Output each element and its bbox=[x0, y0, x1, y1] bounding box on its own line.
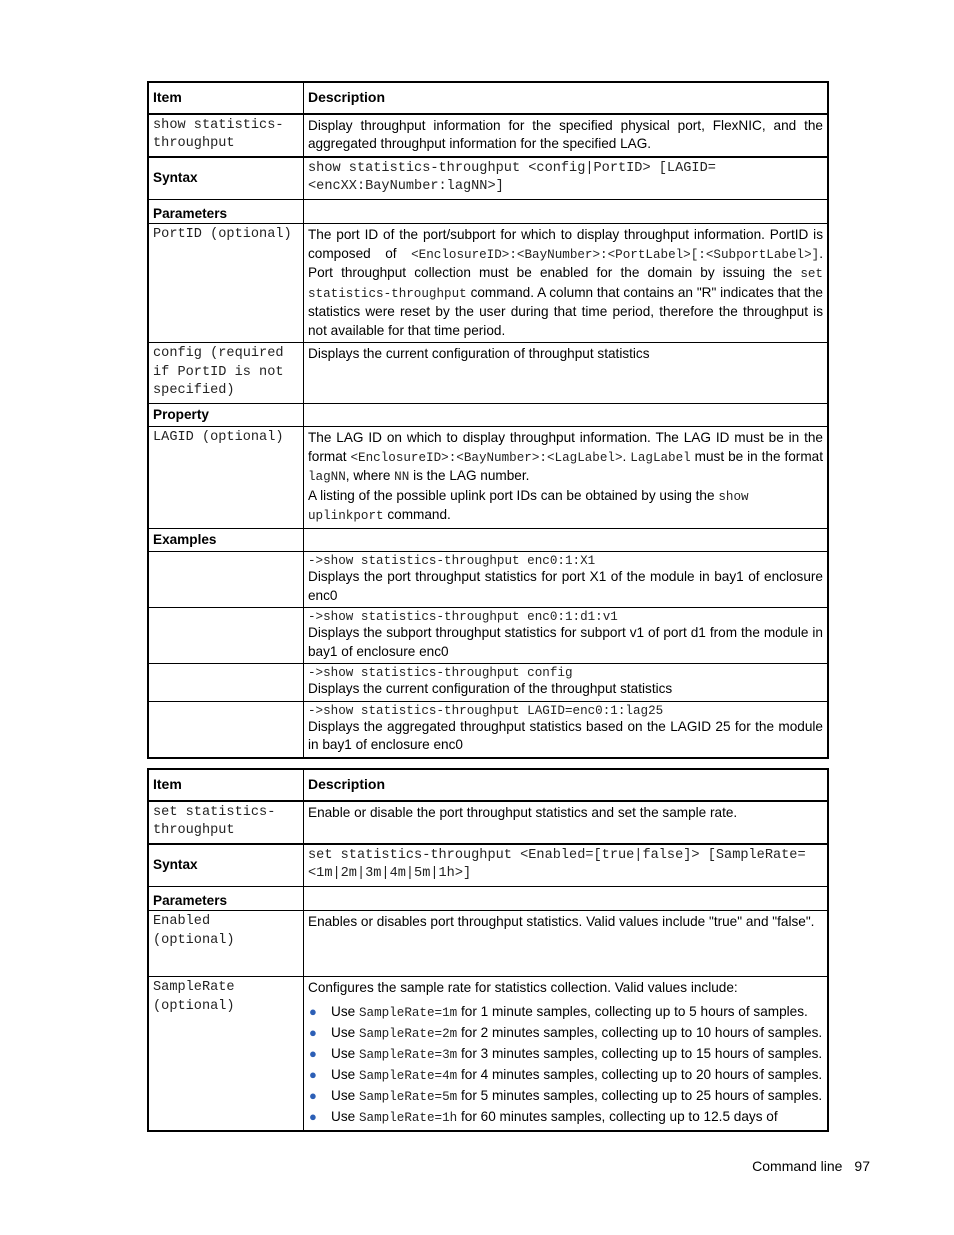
example-description: Displays the aggregated throughput statistics based on the LAGID 25 for the module in bay1 of enclosure enc0 bbox=[308, 718, 823, 752]
param-desc-portid bbox=[304, 224, 829, 343]
example-cell bbox=[304, 608, 829, 664]
bullet-icon: ● bbox=[309, 1108, 317, 1124]
example-description: Displays the port throughput statistics for port X1 of the module in bay1 of enclosure enc0 bbox=[308, 569, 823, 603]
lagid-format-code: <EnclosureID>:<BayNumber>:<LagLabel> bbox=[350, 450, 623, 465]
list-item-use: Use bbox=[331, 1066, 356, 1082]
bullet-icon: ● bbox=[309, 1045, 317, 1061]
param-desc-samplerate bbox=[304, 977, 829, 1131]
table-header-row bbox=[148, 82, 828, 114]
lagid-desc-part7: , where bbox=[345, 468, 391, 483]
example-description: Displays the subport throughput statistics for subport v1 of port d1 from the module in bay1 of enclosure enc0 bbox=[308, 625, 823, 659]
nn-code: NN bbox=[394, 470, 410, 484]
list-item-code: SampleRate=1m bbox=[358, 1005, 458, 1020]
example-cell bbox=[304, 664, 829, 702]
item-column-header: Item bbox=[148, 82, 304, 114]
example-cell bbox=[304, 701, 829, 758]
command-name: set statistics-throughput bbox=[148, 801, 304, 844]
list-item bbox=[308, 1002, 823, 1023]
samplerate-intro: Configures the sample rate for statistics collection. Valid values include: bbox=[308, 980, 738, 995]
example-row bbox=[148, 664, 828, 702]
example-row bbox=[148, 701, 828, 758]
parameters-label: Parameters bbox=[148, 886, 304, 911]
command-name: show statistics-throughput bbox=[148, 114, 304, 157]
portid-desc-part5: command. A column that contains an "R" indicates that the statistics were reset by the user during that time period, therefore the throughput is not available for that time period. bbox=[308, 284, 823, 338]
examples-label: Examples bbox=[148, 528, 304, 552]
command-row bbox=[148, 801, 828, 844]
samplerate-list bbox=[308, 1002, 823, 1128]
footer-section-title: Command line bbox=[752, 1158, 843, 1174]
syntax-text: show statistics-throughput <config|PortID> [LAGID=<encXX:BayNumber:lagNN>] bbox=[304, 157, 829, 200]
description-column-header: Description bbox=[304, 82, 829, 114]
syntax-label: Syntax bbox=[148, 844, 304, 887]
example-command: ->show statistics-throughput LAGID=enc0:1:lag25 bbox=[308, 703, 664, 718]
syntax-text: set statistics-throughput <Enabled=[true|false]> [SampleRate=<1m|2m|3m|4m|5m|1h>] bbox=[304, 844, 829, 887]
param-row-config bbox=[148, 343, 828, 404]
example-command: ->show statistics-throughput enc0:1:d1:v1 bbox=[308, 610, 618, 624]
lagid-desc-part3: . bbox=[622, 448, 627, 464]
list-item bbox=[308, 1065, 823, 1086]
param-row-samplerate bbox=[148, 977, 828, 1131]
property-desc-lagid bbox=[304, 427, 829, 529]
example-description: Displays the current configuration of the throughput statistics bbox=[308, 681, 673, 696]
list-item-text: for 1 minute samples, collecting up to 5 hours of samples. bbox=[461, 1003, 808, 1019]
lagid-desc-line2 bbox=[308, 487, 823, 526]
property-row-lagid bbox=[148, 427, 828, 529]
param-row-enabled bbox=[148, 911, 828, 977]
property-label: Property bbox=[148, 403, 304, 427]
list-item-text: for 2 minutes samples, collecting up to 10 hours of samples. bbox=[461, 1024, 823, 1040]
example-command: ->show statistics-throughput config bbox=[308, 666, 573, 680]
table-header-row bbox=[148, 769, 828, 801]
list-item-text: for 4 minutes samples, collecting up to 20 hours of samples. bbox=[461, 1066, 823, 1082]
list-item-use: Use bbox=[331, 1045, 356, 1061]
lagid-desc-part5: must be in the format bbox=[694, 448, 823, 464]
list-item-use: Use bbox=[331, 1003, 356, 1019]
show-uplinkport-code: show uplinkport bbox=[308, 489, 749, 523]
show-statistics-throughput-table bbox=[147, 81, 829, 759]
bullet-icon: ● bbox=[309, 1087, 317, 1103]
property-section-row bbox=[148, 403, 828, 427]
param-name-config: config (required if PortID is not specified) bbox=[148, 343, 304, 404]
portid-desc-part1: The port ID of the port/subport for which to display throughput information. PortID is composed of bbox=[308, 227, 823, 261]
list-item-code: SampleRate=2m bbox=[358, 1026, 458, 1041]
lagid-desc-part1: The LAG ID on which to display throughput information. The LAG ID must be in the format bbox=[308, 430, 823, 464]
list-item bbox=[308, 1107, 823, 1128]
param-name-portid: PortID (optional) bbox=[148, 224, 304, 343]
example-row bbox=[148, 608, 828, 664]
param-desc-enabled: Enables or disables port throughput statistics. Valid values include "true" and "false". bbox=[304, 911, 829, 977]
list-item-code: SampleRate=1h bbox=[358, 1110, 458, 1125]
list-item-use: Use bbox=[331, 1108, 356, 1124]
list-item-text: for 60 minutes samples, collecting up to 12.5 days of bbox=[461, 1108, 778, 1124]
list-item-use: Use bbox=[331, 1024, 356, 1040]
examples-section-row bbox=[148, 528, 828, 552]
param-row-portid bbox=[148, 224, 828, 343]
syntax-row bbox=[148, 157, 828, 200]
param-desc-config: Displays the current configuration of throughput statistics bbox=[304, 343, 829, 404]
param-name-samplerate: SampleRate (optional) bbox=[148, 977, 304, 1131]
portid-command-code: set statistics-throughput bbox=[308, 267, 823, 301]
item-column-header: Item bbox=[148, 769, 304, 801]
syntax-label: Syntax bbox=[148, 157, 304, 200]
example-row bbox=[148, 552, 828, 608]
lagid-desc-part9: is the LAG number. bbox=[413, 468, 530, 483]
example-command: ->show statistics-throughput enc0:1:X1 bbox=[308, 554, 596, 568]
command-row bbox=[148, 114, 828, 157]
page-number: 97 bbox=[854, 1158, 870, 1174]
list-item-text: for 3 minutes samples, collecting up to 15 hours of samples. bbox=[461, 1045, 823, 1061]
bullet-icon: ● bbox=[309, 1024, 317, 1040]
bullet-icon: ● bbox=[309, 1003, 317, 1019]
bullet-icon: ● bbox=[309, 1066, 317, 1082]
list-item bbox=[308, 1044, 823, 1065]
list-item-use: Use bbox=[331, 1087, 356, 1103]
list-item bbox=[308, 1023, 823, 1044]
lagnn-code: lagNN bbox=[308, 470, 346, 484]
description-column-header: Description bbox=[304, 769, 829, 801]
example-cell bbox=[304, 552, 829, 608]
portid-desc-part3: . Port throughput collection must be enabled for the domain by issuing the bbox=[308, 245, 823, 280]
set-statistics-throughput-table bbox=[147, 768, 829, 1132]
param-name-enabled: Enabled (optional) bbox=[148, 911, 304, 977]
parameters-label: Parameters bbox=[148, 199, 304, 224]
parameters-section-row bbox=[148, 199, 828, 224]
command-description: Enable or disable the port throughput statistics and set the sample rate. bbox=[304, 801, 829, 844]
syntax-row bbox=[148, 844, 828, 887]
lagid-desc-part10: A listing of the possible uplink port IDs can be obtained by using the bbox=[308, 487, 715, 503]
list-item-code: SampleRate=3m bbox=[358, 1047, 458, 1062]
list-item-code: SampleRate=4m bbox=[358, 1068, 458, 1083]
list-item-code: SampleRate=5m bbox=[358, 1089, 458, 1104]
lagid-desc-part12: command. bbox=[387, 507, 451, 522]
portid-format-code: <EnclosureID>:<BayNumber>:<PortLabel>[:<SubportLabel>] bbox=[411, 247, 820, 262]
laglabel-code: LagLabel bbox=[630, 450, 691, 465]
list-item-text: for 5 minutes samples, collecting up to 25 hours of samples. bbox=[461, 1087, 823, 1103]
page-footer bbox=[740, 1158, 870, 1174]
command-description: Display throughput information for the specified physical port, FlexNIC, and the aggregated throughput information for the specified LAG. bbox=[304, 114, 829, 157]
parameters-section-row bbox=[148, 886, 828, 911]
list-item bbox=[308, 1086, 823, 1107]
property-name-lagid: LAGID (optional) bbox=[148, 427, 304, 529]
